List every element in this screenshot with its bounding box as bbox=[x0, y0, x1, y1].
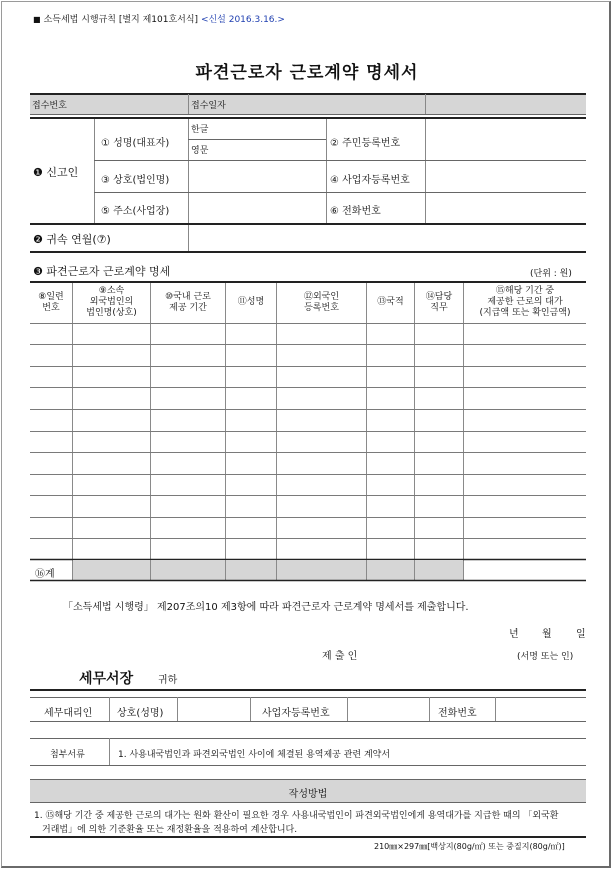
col-duty-text: ⑭담당 직무 bbox=[425, 292, 453, 313]
agent-divider-6 bbox=[495, 697, 496, 721]
col-compensation-text: ⑮해당 기간 중 제공한 근로의 대가 (지급액 또는 확인금액) bbox=[479, 286, 571, 318]
col-name-header bbox=[226, 297, 276, 308]
col-foreign-corp-header bbox=[73, 286, 150, 319]
total-label: ⑯계 bbox=[35, 569, 55, 580]
square-bullet-icon: ■ bbox=[33, 15, 41, 24]
tax-office-head: 세무서장 bbox=[79, 671, 134, 687]
contracts-section-label: ❸ 파견근로자 근로계약 명세 bbox=[33, 265, 171, 278]
page-title: 파견근로자 근로계약 명세서 bbox=[195, 63, 419, 83]
attachments-label: 첨부서류 bbox=[50, 750, 85, 760]
phone-label: ⑥ 전화번호 bbox=[330, 206, 381, 217]
col-alien-reg-text: ⑫외국인 등록번호 bbox=[303, 292, 340, 313]
address-label: ⑤ 주소(사업장) bbox=[101, 206, 170, 217]
agent-business-reg-label: 사업자등록번호 bbox=[262, 708, 330, 719]
col-serial-text: ⑧일련 번호 bbox=[38, 292, 64, 313]
form-reference-text: 소득세법 시행규칙 [별지 제101호서식] bbox=[43, 15, 201, 25]
name-label: ① 성명(대표자) bbox=[101, 138, 170, 149]
agent-top-rule bbox=[30, 689, 586, 691]
honorific-label: 귀하 bbox=[158, 675, 178, 686]
korean-name-label: 한글 bbox=[191, 125, 209, 135]
reporter-section-label: ❶ 신고인 bbox=[33, 166, 79, 179]
unit-label: (단위 : 원) bbox=[530, 269, 572, 279]
paper-spec: 210㎜×297㎜[백상지(80g/㎡) 또는 중질지(80g/㎡)] bbox=[374, 842, 565, 851]
col-serial-header bbox=[30, 292, 72, 314]
attribution-label: ❷ 귀속 연월(⑦) bbox=[33, 233, 111, 246]
business-reg-label: ④ 사업자등록번호 bbox=[330, 175, 410, 186]
instructions-header: 작성방법 bbox=[288, 789, 328, 800]
new-date-label: <신설 2016.3.16.> bbox=[200, 15, 285, 25]
instruction-line-1: 1. ⑮해당 기간 중 제공한 근로의 대가는 원화 환산이 필요한 경우 사용내국법인이 파견외국법인에게 용역대가를 지급한 때의 「외국환 bbox=[34, 811, 559, 821]
attachments-top-rule bbox=[30, 738, 586, 739]
agent-bottom-rule bbox=[30, 721, 586, 722]
resident-id-label: ② 주민등록번호 bbox=[330, 138, 401, 149]
day-label: 일 bbox=[576, 629, 586, 640]
col-foreign-corp-text: ⑨소속 외국법인의 법인명(상호) bbox=[86, 286, 137, 318]
col-duty-header bbox=[415, 292, 463, 314]
signature-label: (서명 또는 인) bbox=[517, 652, 574, 662]
agent-phone-label: 전화번호 bbox=[438, 708, 477, 719]
col-nationality-header bbox=[367, 297, 414, 308]
agent-company-label: 상호(성명) bbox=[117, 708, 164, 719]
col-alien-reg-header bbox=[277, 292, 366, 314]
attachments-divider bbox=[109, 738, 110, 765]
agent-divider-1 bbox=[109, 697, 110, 721]
agent-divider-3 bbox=[250, 697, 251, 721]
instructions-header-rule bbox=[30, 802, 586, 803]
agent-divider-2 bbox=[177, 697, 178, 721]
receipt-date-label: 접수일자 bbox=[191, 101, 226, 111]
agent-divider-4 bbox=[347, 697, 348, 721]
col-period-text: ⑩국내 근로 제공 기간 bbox=[165, 292, 211, 313]
attachment-item-1: 1. 사용내국법인과 파견외국법인 사이에 체결된 용역제공 관련 계약서 bbox=[118, 750, 391, 760]
month-label: 월 bbox=[542, 629, 552, 640]
instructions-bottom-rule bbox=[30, 836, 586, 838]
year-label: 년 bbox=[509, 629, 519, 640]
tax-agent-label: 세무대리인 bbox=[44, 708, 93, 719]
submitter-label: 제 출 인 bbox=[322, 651, 358, 662]
agent-inner-top-rule bbox=[30, 697, 586, 698]
english-name-label: 영문 bbox=[191, 146, 209, 156]
instruction-line-2: 거래법」에 의한 기준환율 또는 재정환율을 적용하여 계산합니다. bbox=[42, 825, 298, 835]
col-period-header bbox=[151, 292, 225, 314]
instructions-top-rule bbox=[30, 779, 586, 780]
receipt-number-label: 접수번호 bbox=[32, 101, 67, 111]
col-name-text: ⑪성명 bbox=[237, 297, 265, 307]
attachments-bottom-rule bbox=[30, 765, 586, 766]
agent-divider-5 bbox=[429, 697, 430, 721]
declaration-statement: 「소득세법 시행령」 제207조의10 제3항에 따라 파견근로자 근로계약 명세서를 제출합니다. bbox=[63, 602, 469, 613]
col-nationality-text: ⑬국적 bbox=[377, 297, 404, 307]
company-name-label: ③ 상호(법인명) bbox=[101, 175, 170, 186]
col-compensation-header bbox=[464, 286, 586, 319]
